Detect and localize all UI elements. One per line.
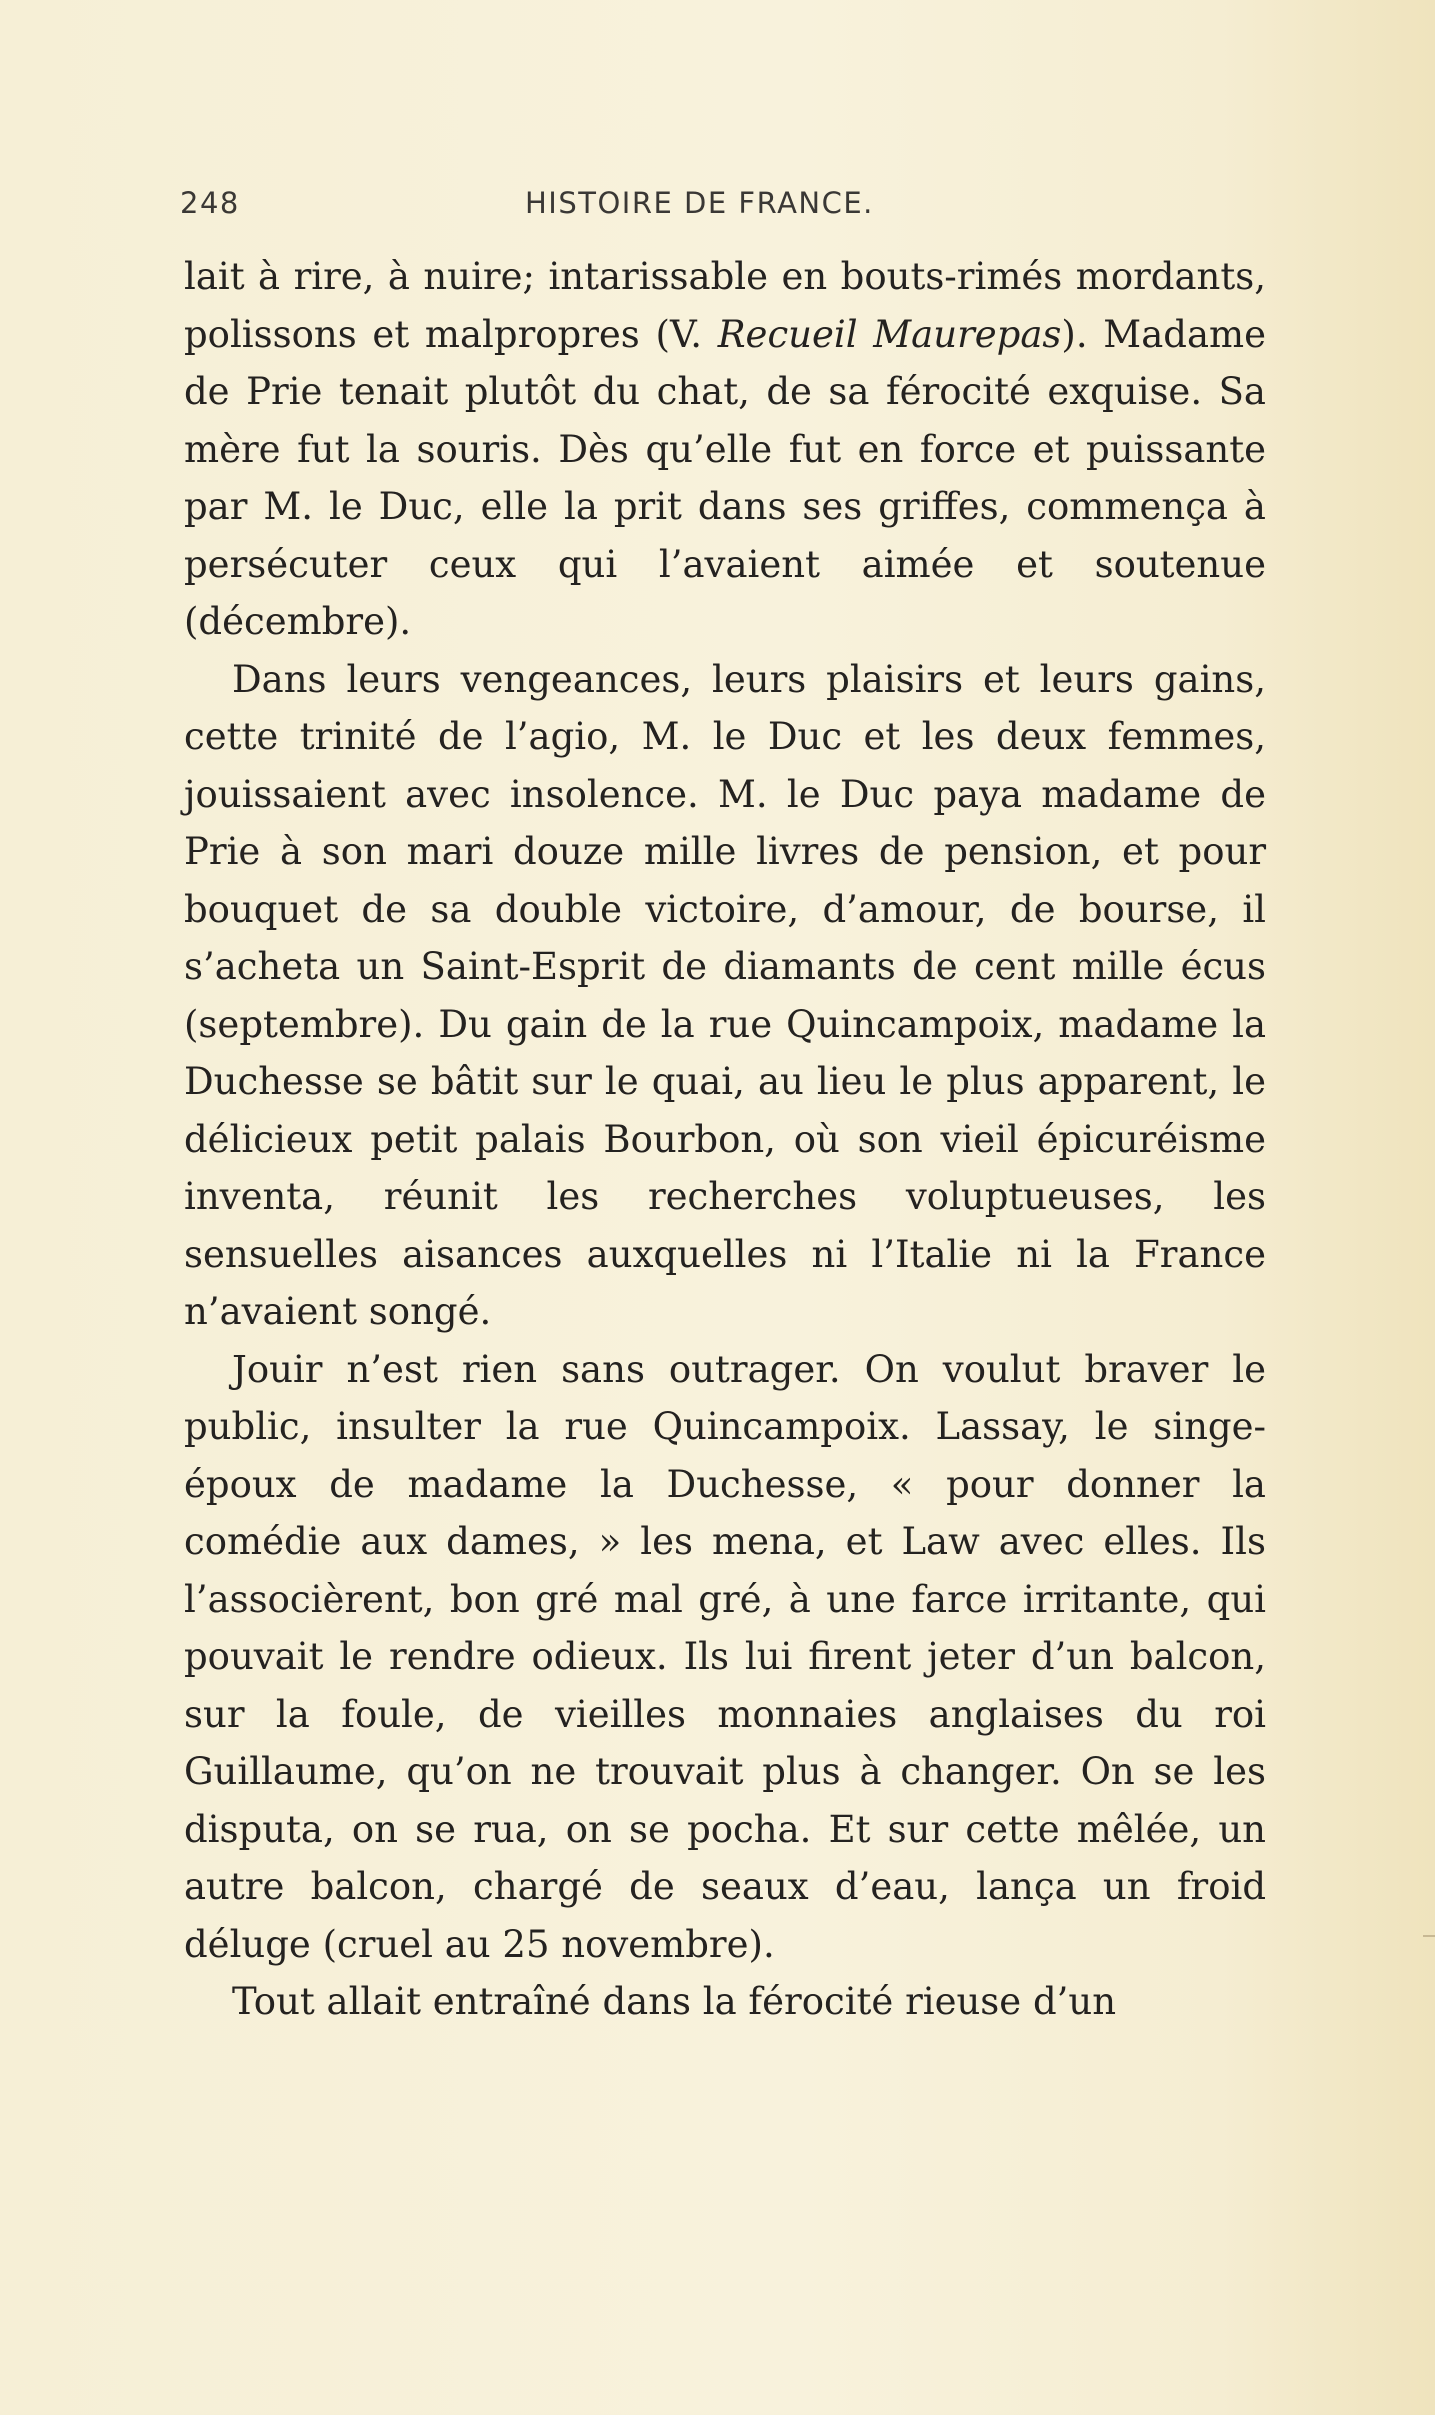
margin-mark xyxy=(1423,1935,1435,1937)
paragraph-3: Jouir n’est rien sans outrager. On voulut braver le public, insulter la rue Quincampoix. Lassay, le singe-époux de madame la Duchesse, « pour donner la comédie aux dames, » les mena, et Law avec elles. Ils l’associèrent, bon gré mal gré, à une farce irritante, qui pouvait le rendre odieux. Ils lui firent jeter d’un balcon, sur la foule, de vieilles monnaies anglaises du roi Guillaume, qu’on ne trouvait plus à changer. On se les disputa, on se rua, on se pocha. Et sur cette mêlée, un autre balcon, chargé de seaux d’eau, lança un froid déluge (cruel au 25 novembre). xyxy=(184,1347,1266,1966)
paragraph-2: Dans leurs vengeances, leurs plaisirs et leurs gains, cette trinité de l’agio, M. le Duc et les deux femmes, jouissaient avec insolence. M. le Duc paya madame de Prie à son mari douze mille livres de pension, et pour bouquet de sa double victoire, d’amour, de bourse, il s’acheta un Saint-Esprit de diamants de cent mille écus (septembre). Du gain de la rue Quincampoix, madame la Duchesse se bâtit sur le quai, au lieu le plus apparent, le délicieux petit palais Bourbon, où son vieil épicuréisme inventa, réunit les recherches voluptueuses, les sensuelles aisances auxquelles ni l’Italie ni la France n’avaient songé. xyxy=(184,657,1266,1333)
paragraph-1 xyxy=(184,248,1266,651)
paragraph-1-text-before: lait à rire, à nuire; intarissable en bouts-rimés mordants, polissons et malpropres (V. xyxy=(184,255,1266,356)
paragraph-4: Tout allait entraîné dans la férocité rieuse d’un xyxy=(232,1980,1117,2023)
running-title: HISTOIRE DE FRANCE. xyxy=(525,186,874,220)
page-number: 248 xyxy=(180,186,240,220)
paragraph-1-text-after: ). Madame de Prie tenait plutôt du chat, de sa férocité exquise. Sa mère fut la souris. Dès qu’elle fut en force et puissante par M. le Duc, elle la prit dans ses griffes, commença à persécuter ceux qui l’avaient aimée et soutenue (décembre). xyxy=(184,312,1266,643)
italic-citation: Recueil Maurepas xyxy=(717,312,1062,356)
page-header xyxy=(180,186,1270,236)
body-text xyxy=(184,248,1266,2031)
